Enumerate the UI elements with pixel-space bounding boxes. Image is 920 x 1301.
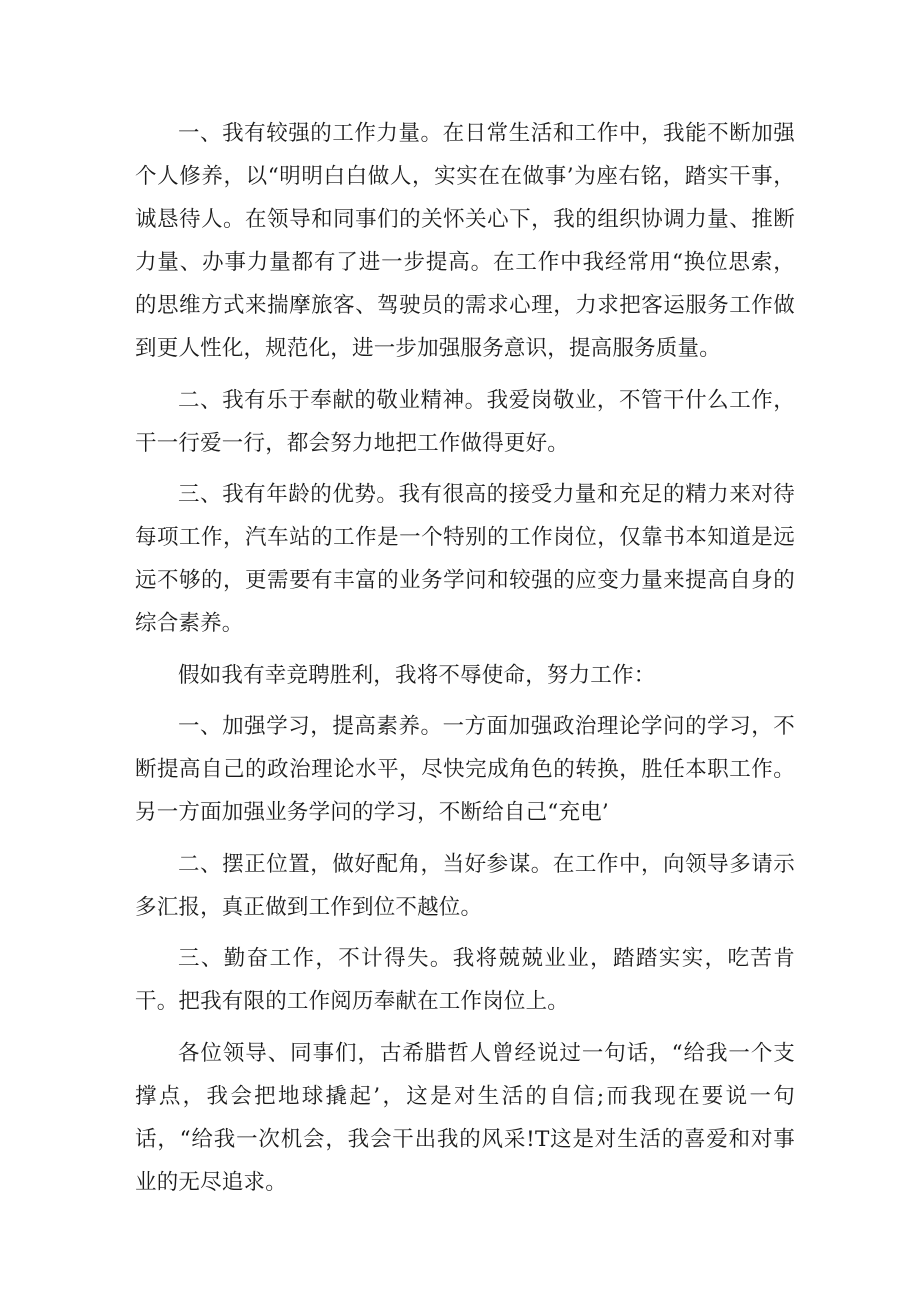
document-body: [135, 112, 795, 1204]
paragraph-strengthen-learning: 一、加强学习，提高素养。一方面加强政治理论学问的学习，不断提高自己的政治理论水平，尽快完成角色的转换，胜任本职工作。另一方面加强业务学问的学习，不断给自己“充电’: [135, 714, 795, 825]
paragraph-strength-ability: 一、我有较强的工作力量。在日常生活和工作中，我能不断加强个人修养，以“明明白白做人，实实在在做事’为座右铭，踏实干事，诚恳待人。在领导和同事们的关怀关心下，我的组织协调力量、推断力量、办事力量都有了进一步提高。在工作中我经常用“换位思索，的思维方式来揣摩旅客、驾驶员的需求心理，力求把客运服务工作做到更人性化，规范化，进一步加强服务意识，提高服务质量。: [135, 121, 795, 361]
paragraph-closing: 各位领导、同事们，古希腊哲人曾经说过一句话，“给我一个支撑点，我会把地球撬起’，这是对生活的自信;而我现在要说一句话，“给我一次机会，我会干出我的风采!T这是对生活的喜爱和对事业的无尽追求。: [135, 1040, 795, 1195]
paragraph-if-successful: 假如我有幸竞聘胜利，我将不辱使命，努力工作：: [178, 662, 656, 688]
paragraph-position-role: 二、摆正位置，做好配角，当好参谋。在工作中，向领导多请示多汇报，真正做到工作到位不越位。: [135, 851, 795, 920]
paragraph-dedication: 二、我有乐于奉献的敬业精神。我爱岗敬业，不管干什么工作，干一行爱一行，都会努力地把工作做得更好。: [135, 387, 795, 456]
paragraph-diligent-work: 三、勤奋工作，不计得失。我将兢兢业业，踏踏实实，吃苦肯干。把我有限的工作阅历奉献在工作岗位上。: [135, 946, 795, 1014]
paragraph-age-advantage: 三、我有年龄的优势。我有很高的接受力量和充足的精力来对待每项工作，汽车站的工作是一个特别的工作岗位，仅靠书本知道是远远不够的，更需要有丰富的业务学问和较强的应变力量来提高自身的综合素养。: [135, 482, 795, 636]
